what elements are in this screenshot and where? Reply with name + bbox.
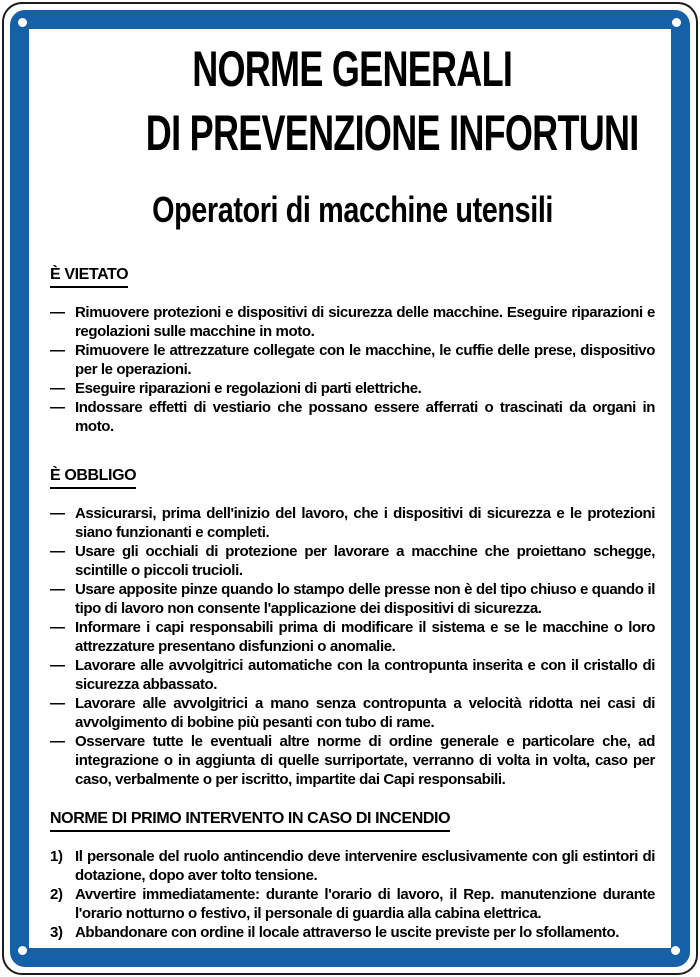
sign-subtitle-wrap (50, 189, 655, 231)
item-text: Rimuovere protezioni e dispositivi di sicurezza delle macchine. Eseguire riparazioni e regolazioni sulle macchine in moto. (75, 304, 655, 340)
rules-section (50, 466, 655, 789)
rule-item (50, 303, 655, 341)
mounting-hole-icon (671, 946, 680, 955)
mounting-hole-icon (18, 18, 27, 27)
item-text: Rimuovere le attrezzature collegate con le macchine, le cuffie delle prese, dispositivo per le operazioni. (75, 342, 655, 378)
item-text: Lavorare alle avvolgitrici automatiche con la contropunta inserita e con il cristallo di sicurezza abbassato. (75, 657, 655, 693)
item-text: Eseguire riparazioni e regolazioni di parti elettriche. (75, 380, 422, 397)
rule-item (50, 732, 655, 789)
item-marker: — (50, 581, 65, 598)
item-marker: 2) (50, 886, 63, 903)
item-text: Osservare tutte le eventuali altre norme di ordine generale e particolare che, ad integrazione o in aggiunta di quelle surriportate, verranno di volta in volta, caso per caso, verbalmente o per iscritto, impartite dai Capi responsabili. (75, 733, 655, 788)
rule-item (50, 656, 655, 694)
item-marker: — (50, 399, 65, 416)
rule-item (50, 542, 655, 580)
item-text: Lavorare alle avvolgitrici a mano senza contropunta a velocità ridotta nei casi di avvolgimento di bobine più pesanti con tubo di rame. (75, 695, 655, 731)
item-text: Abbandonare con ordine il locale attraverso le uscite previste per lo sfollamento. (75, 924, 620, 941)
rule-item (50, 694, 655, 732)
title-line-2: DI PREVENZIONE INFORTUNI (145, 105, 639, 161)
rules-section (50, 265, 655, 436)
item-text: Usare gli occhiali di protezione per lavorare a macchine che proiettano schegge, scintille o piccoli trucioli. (75, 543, 655, 579)
item-marker: — (50, 505, 65, 522)
section-heading: NORME DI PRIMO INTERVENTO IN CASO DI INCENDIO (50, 809, 655, 832)
item-marker: — (50, 543, 65, 560)
rule-item (50, 398, 655, 436)
rule-item (50, 923, 655, 942)
rule-item (50, 847, 655, 885)
sign-title (50, 37, 655, 165)
rule-item (50, 618, 655, 656)
rule-list (50, 504, 655, 789)
title-line-1: NORME GENERALI (192, 41, 513, 97)
item-text: Assicurarsi, prima dell'inizio del lavoro, che i dispositivi di sicurezza e le protezioni siano funzionanti e completi. (75, 505, 655, 541)
item-marker: — (50, 619, 65, 636)
item-marker: — (50, 304, 65, 321)
item-marker: — (50, 733, 65, 750)
mounting-hole-icon (18, 946, 27, 955)
item-marker: 1) (50, 848, 63, 865)
item-text: Indossare effetti di vestiario che possano essere afferrati o trascinati da organi in moto. (75, 399, 655, 435)
rule-item (50, 341, 655, 379)
rule-item (50, 580, 655, 618)
rule-list (50, 847, 655, 942)
section-heading: È OBBLIGO (50, 466, 655, 489)
item-text: Il personale del ruolo antincendio deve intervenire esclusivamente con gli estintori di dotazione, dopo aver tolto tensione. (75, 848, 655, 884)
rules-section (50, 809, 655, 942)
mounting-hole-icon (672, 18, 681, 27)
item-text: Avvertire immediatamente: durante l'orario di lavoro, il Rep. manutenzione durante l'orario notturno o festivo, il personale di guardia alla cabina elettrica. (75, 886, 655, 922)
item-marker: — (50, 342, 65, 359)
rule-item (50, 379, 655, 398)
item-text: Usare apposite pinze quando lo stampo delle presse non è del tipo chiuso e quando il tipo di lavoro non consente l'applicazione dei dispositivi di sicurezza. (75, 581, 655, 617)
item-marker: — (50, 695, 65, 712)
title-line-2-wrap (50, 101, 655, 165)
sign-subtitle: Operatori di macchine utensili (152, 189, 553, 230)
item-marker: — (50, 657, 65, 674)
rule-list (50, 303, 655, 436)
rule-item (50, 504, 655, 542)
item-marker: — (50, 380, 65, 397)
item-marker: 3) (50, 924, 63, 941)
section-heading: È VIETATO (50, 265, 655, 288)
rule-item (50, 885, 655, 923)
title-line-1-wrap (50, 37, 655, 101)
sign-content (29, 29, 671, 948)
rules-sections (50, 265, 655, 942)
item-text: Informare i capi responsabili prima di modificare il sistema e se le macchine o loro attrezzature presentano disfunzioni o anomalie. (75, 619, 655, 655)
